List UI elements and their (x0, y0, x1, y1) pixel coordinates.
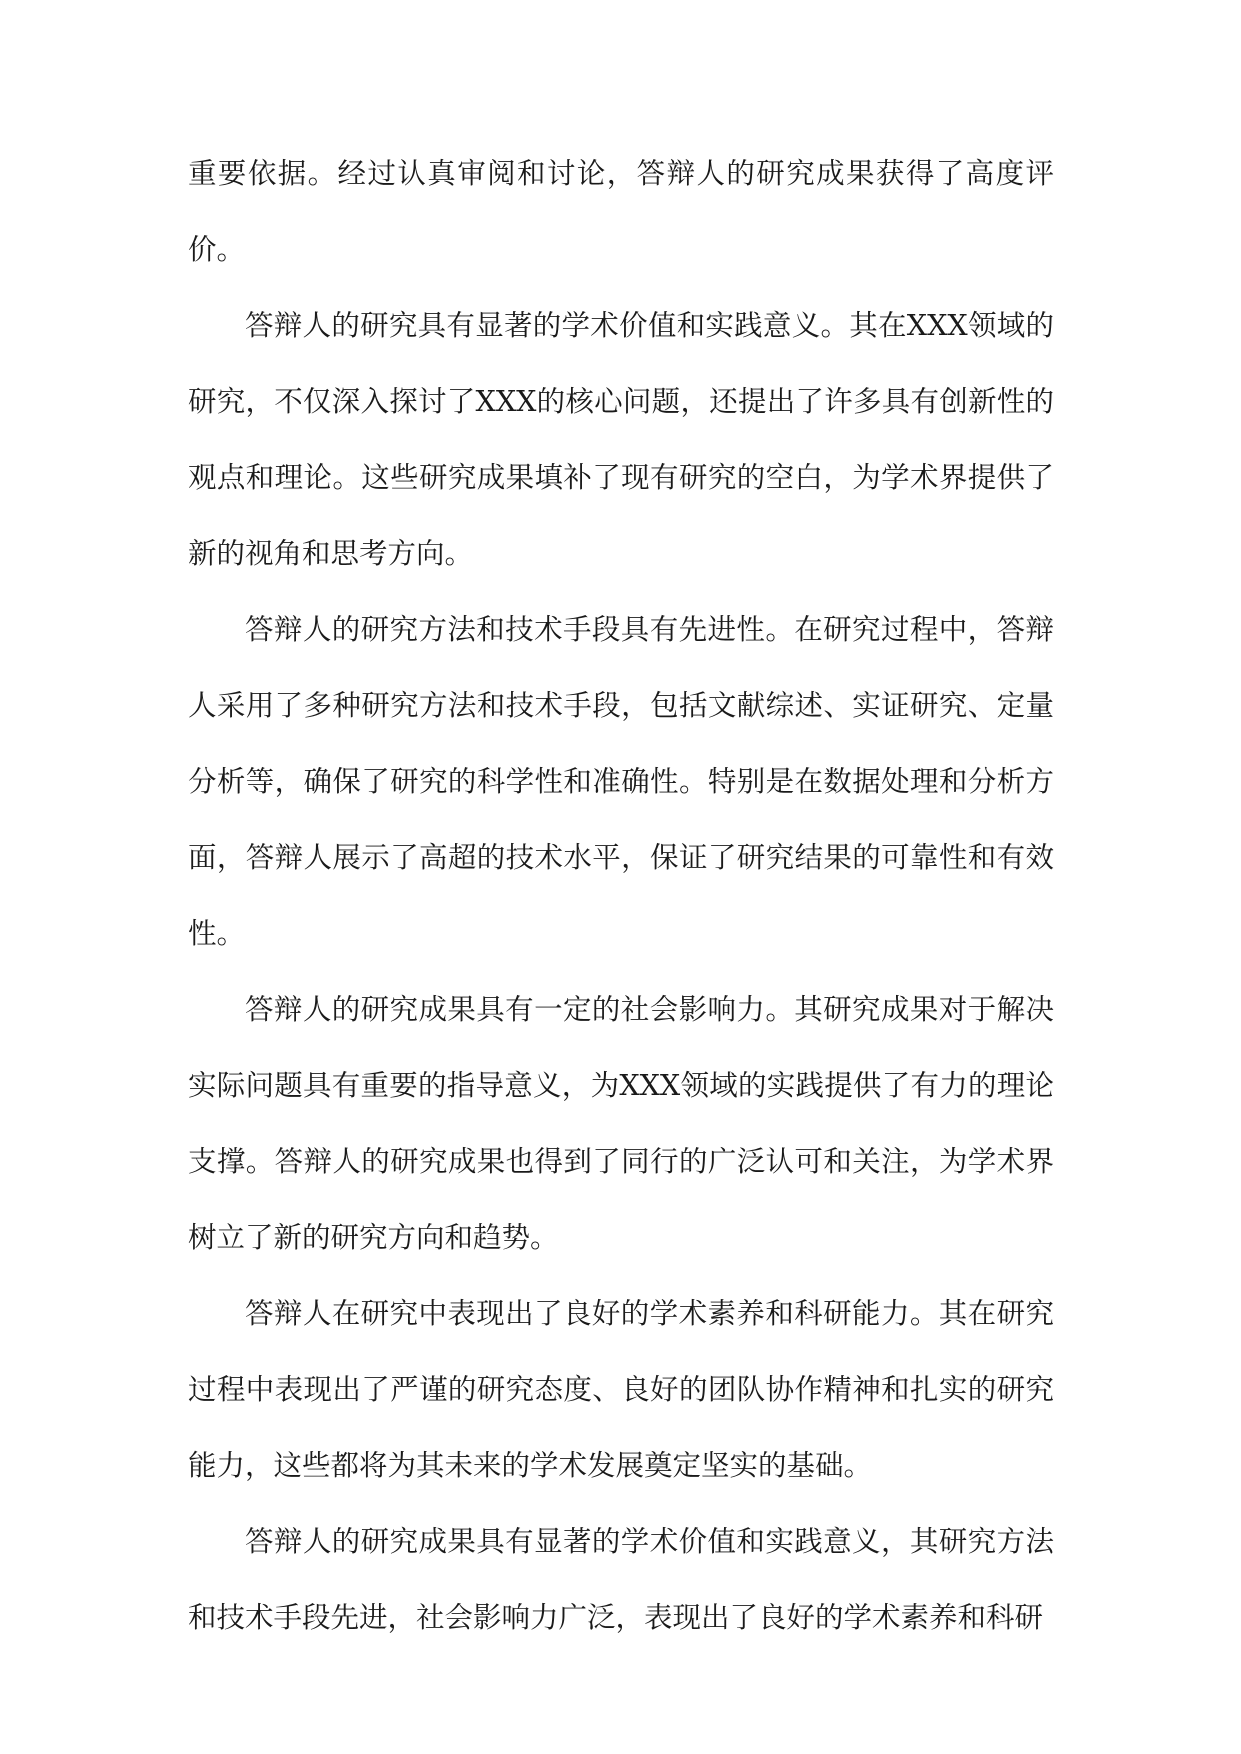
paragraph-2: 答辩人的研究具有显著的学术价值和实践意义。其在XXX领域的研究，不仅深入探讨了XXX的核心问题，还提出了许多具有创新性的观点和理论。这些研究成果填补了现有研究的空白，为学术界提供了新的视角和思考方向。 (188, 309, 1054, 570)
document-body (188, 136, 1054, 1656)
paragraph-6: 答辩人的研究成果具有显著的学术价值和实践意义，其研究方法和技术手段先进，社会影响力广泛，表现出了良好的学术素养和科研 (188, 1525, 1054, 1634)
paragraph-3: 答辩人的研究方法和技术手段具有先进性。在研究过程中，答辩人采用了多种研究方法和技术手段，包括文献综述、实证研究、定量分析等，确保了研究的科学性和准确性。特别是在数据处理和分析方面，答辩人展示了高超的技术水平，保证了研究结果的可靠性和有效性。 (188, 613, 1054, 950)
paragraph-5: 答辩人在研究中表现出了良好的学术素养和科研能力。其在研究过程中表现出了严谨的研究态度、良好的团队协作精神和扎实的研究能力，这些都将为其未来的学术发展奠定坚实的基础。 (188, 1297, 1054, 1482)
paragraph-4: 答辩人的研究成果具有一定的社会影响力。其研究成果对于解决实际问题具有重要的指导意义，为XXX领域的实践提供了有力的理论支撑。答辩人的研究成果也得到了同行的广泛认可和关注，为学术界树立了新的研究方向和趋势。 (188, 993, 1054, 1254)
paragraph-1: 重要依据。经过认真审阅和讨论，答辩人的研究成果获得了高度评价。 (188, 157, 1054, 266)
